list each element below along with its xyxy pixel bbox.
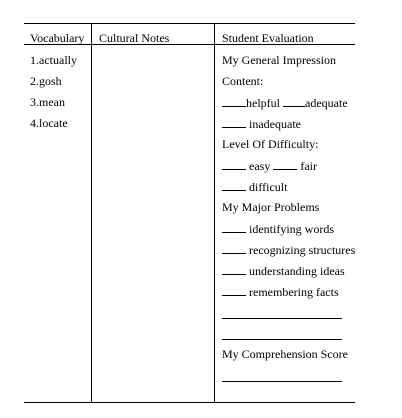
option-recognizing-structures: recognizing structures — [249, 243, 356, 257]
checkbox-blank[interactable] — [222, 221, 246, 233]
problem-row — [222, 284, 339, 299]
header-vocabulary: Vocabulary — [30, 31, 85, 45]
checkbox-blank[interactable] — [222, 116, 246, 128]
vocabulary-item: 3.mean — [30, 95, 65, 109]
option-fair: fair — [300, 159, 317, 173]
problem-row — [222, 242, 355, 257]
option-easy: easy — [249, 159, 271, 173]
option-understanding-ideas: understanding ideas — [249, 264, 345, 278]
option-identifying-words: identifying words — [249, 222, 334, 236]
checkbox-blank[interactable] — [222, 95, 246, 107]
vocabulary-item: 4.locate — [30, 116, 68, 130]
option-inadequate: inadequate — [249, 117, 301, 131]
checkbox-blank[interactable] — [222, 179, 246, 191]
checkbox-blank[interactable] — [222, 263, 246, 275]
option-adequate: adequate — [305, 96, 348, 110]
comprehension-score-heading: My Comprehension Score — [222, 347, 348, 361]
header-student-evaluation: Student Evaluation — [222, 31, 314, 45]
problem-row — [222, 221, 334, 236]
difficulty-label: Level Of Difficulty: — [222, 137, 319, 151]
checkbox-blank[interactable] — [273, 158, 297, 170]
option-remembering-facts: remembering facts — [249, 285, 339, 299]
header-cultural-notes: Cultural Notes — [99, 31, 170, 45]
checkbox-blank[interactable] — [222, 158, 246, 170]
option-helpful: helpful — [246, 96, 280, 110]
write-in-line[interactable] — [222, 318, 342, 319]
comprehension-score-line[interactable] — [222, 381, 342, 382]
difficulty-options-row — [222, 158, 317, 173]
column-divider-1 — [91, 23, 92, 403]
vocabulary-item: 2.gosh — [30, 74, 62, 88]
content-label: Content: — [222, 74, 264, 88]
major-problems-heading: My Major Problems — [222, 200, 320, 214]
content-inadequate-row — [222, 116, 301, 131]
checkbox-blank[interactable] — [222, 284, 246, 296]
top-rule — [24, 23, 355, 24]
bottom-rule — [24, 402, 355, 403]
vocabulary-item: 1.actually — [30, 53, 77, 67]
write-in-line[interactable] — [222, 339, 342, 340]
general-impression-heading: My General Impression — [222, 53, 336, 67]
checkbox-blank[interactable] — [222, 242, 246, 254]
column-divider-2 — [214, 23, 215, 403]
content-options-row — [222, 95, 348, 110]
difficulty-difficult-row — [222, 179, 287, 194]
checkbox-blank[interactable] — [283, 95, 305, 107]
problem-row — [222, 263, 345, 278]
option-difficult: difficult — [249, 180, 288, 194]
